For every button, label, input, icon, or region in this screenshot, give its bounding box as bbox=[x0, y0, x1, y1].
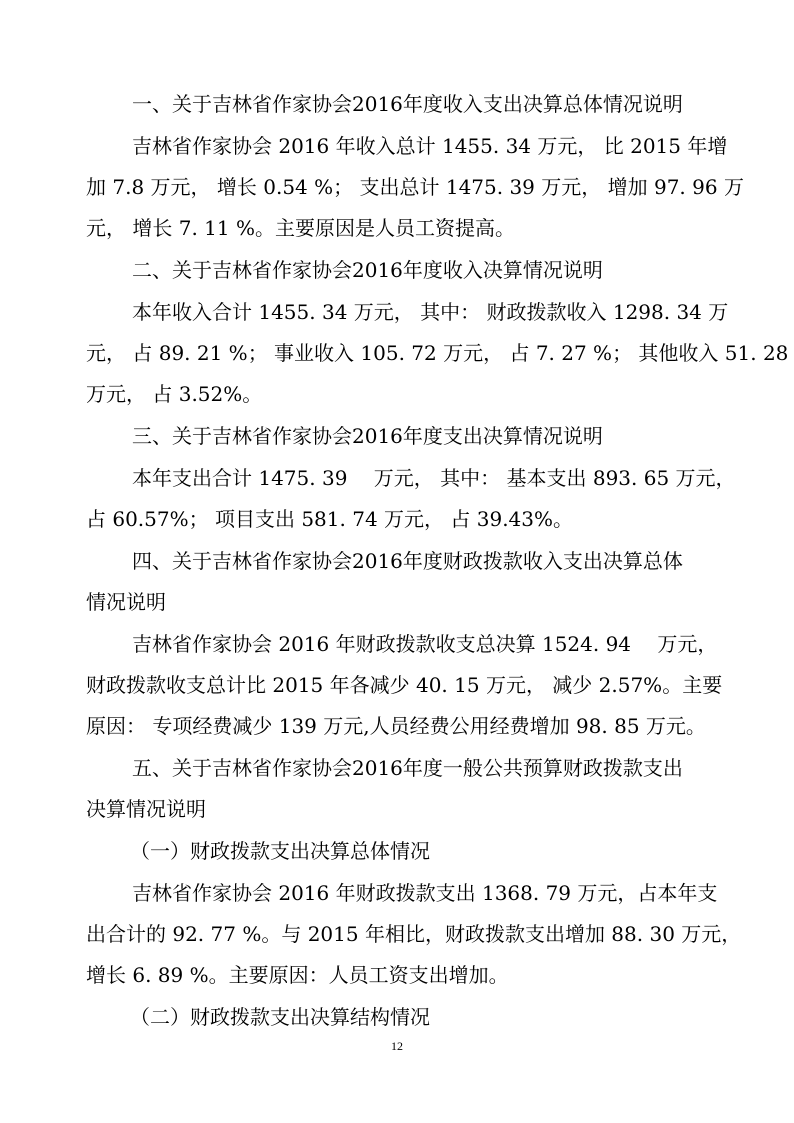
subsection-1-text-line-1: 吉林省作家协会 2016 年财政拨款支出 1368. 79 万元，占本年支 bbox=[132, 881, 718, 905]
section-1-heading: 一、关于吉林省作家协会2016年度收入支出决算总体情况说明 bbox=[132, 92, 683, 116]
section-1-text-line-1: 吉林省作家协会 2016 年收入总计 1455. 34 万元， 比 2015 年增 bbox=[132, 134, 728, 158]
section-5-heading-line-1: 五、关于吉林省作家协会2016年度一般公共预算财政拨款支出 bbox=[132, 756, 683, 780]
section-1-text-line-3: 元， 增长 7. 11 %。主要原因是人员工资提高。 bbox=[86, 216, 515, 240]
section-2-text-line-2: 元， 占 89. 21 %； 事业收入 105. 72 万元， 占 7. 27 %； 其他收入 51. 28 bbox=[86, 341, 789, 365]
section-4-heading-line-2: 情况说明 bbox=[86, 590, 166, 614]
section-4-text-line-1: 吉林省作家协会 2016 年财政拨款收支总决算 1524. 94 万元， bbox=[132, 632, 718, 656]
section-4-heading-line-1: 四、关于吉林省作家协会2016年度财政拨款收入支出决算总体 bbox=[132, 549, 683, 573]
subsection-1-text-line-2: 出合计的 92. 77 %。与 2015 年相比，财政拨款支出增加 88. 30 万元， bbox=[86, 922, 742, 946]
section-4-text-line-2: 财政拨款收支总计比 2015 年各减少 40. 15 万元， 减少 2.57%。主要 bbox=[86, 673, 723, 697]
section-5-heading-line-2: 决算情况说明 bbox=[86, 797, 206, 821]
page-number: 12 bbox=[391, 1039, 403, 1053]
subsection-1-text-line-3: 增长 6. 89 %。主要原因：人员工资支出增加。 bbox=[86, 963, 509, 987]
section-1-text-line-2: 加 7.8 万元， 增长 0.54 %； 支出总计 1475. 39 万元， 增加 97. 96 万 bbox=[86, 175, 744, 199]
section-2-heading: 二、关于吉林省作家协会2016年度收入决算情况说明 bbox=[132, 258, 603, 282]
section-3-text-line-1: 本年支出合计 1475. 39 万元， 其中： 基本支出 893. 65 万元， bbox=[132, 466, 736, 490]
section-3-heading: 三、关于吉林省作家协会2016年度支出决算情况说明 bbox=[132, 424, 603, 448]
section-3-text-line-2: 占 60.57%； 项目支出 581. 74 万元， 占 39.43%。 bbox=[86, 507, 574, 531]
subsection-1-heading: （一）财政拨款支出决算总体情况 bbox=[130, 839, 430, 863]
section-2-text-line-3: 万元， 占 3.52%。 bbox=[86, 382, 263, 406]
section-2-text-line-1: 本年收入合计 1455. 34 万元， 其中： 财政拨款收入 1298. 34 万 bbox=[132, 300, 729, 324]
section-4-text-line-3: 原因： 专项经费减少 139 万元,人员经费公用经费增加 98. 85 万元。 bbox=[86, 714, 706, 738]
subsection-2-heading: （二）财政拨款支出决算结构情况 bbox=[130, 1005, 430, 1029]
